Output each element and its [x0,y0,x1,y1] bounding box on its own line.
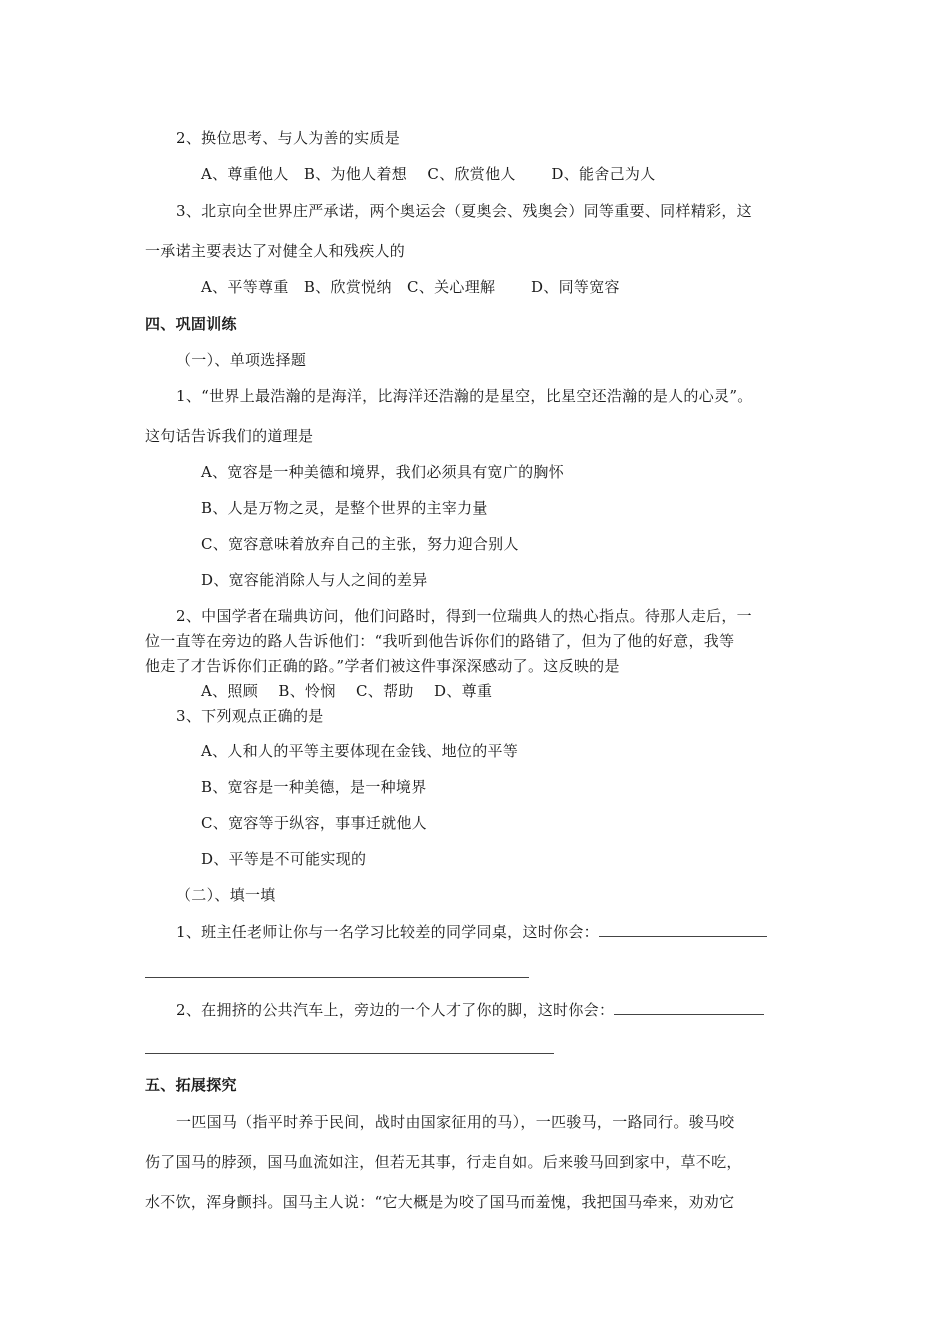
s4-q3-stem: 3、下列观点正确的是 [176,707,324,725]
s4-q1-option-c: C、宽容意味着放弃自己的主张，努力迎合别人 [201,535,519,553]
s4-q1-stem-line1: 1、“世界上最浩瀚的是海洋，比海洋还浩瀚的是星空，比星空还浩瀚的是人的心灵”。 [176,387,753,405]
s5-para-line3: 水不饮，浑身颤抖。国马主人说：“它大概是为咬了国马而羞愧，我把国马牵来，劝劝它 [145,1193,735,1211]
part2-title: （二）、填一填 [176,886,276,904]
prev-q3-options: A、平等尊重 B、欣赏悦纳 C、关心理解 D、同等宽容 [201,278,620,296]
section5-title: 五、拓展探究 [145,1076,237,1094]
fill-q2-text: 2、在拥挤的公共汽车上，旁边的一个人才了你的脚，这时你会： [176,1001,615,1019]
fill-q2 [176,1000,764,1020]
s4-q2-options: A、照顾 B、怜悯 C、帮助 D、尊重 [201,682,493,700]
s4-q1-option-b: B、人是万物之灵，是整个世界的主宰力量 [201,499,488,517]
section4-title: 四、巩固训练 [145,315,237,333]
prev-q3-stem-line2: 一承诺主要表达了对健全人和残疾人的 [145,242,406,260]
prev-q2-stem: 2、换位思考、与人为善的实质是 [176,129,401,147]
s4-q3-option-d: D、平等是不可能实现的 [201,850,367,868]
prev-q2-options: A、尊重他人 B、为他人着想 C、欣赏他人 D、能舍己为人 [201,165,656,183]
s4-q3-option-b: B、宽容是一种美德，是一种境界 [201,778,427,796]
s4-q3-option-c: C、宽容等于纵容，事事迁就他人 [201,814,427,832]
fill-q1 [176,922,767,942]
s4-q1-option-a: A、宽容是一种美德和境界，我们必须具有宽广的胸怀 [201,463,565,481]
fill-q1-answer-blank[interactable] [599,922,767,937]
s4-q2-stem-line1: 2、中国学者在瑞典访问，他们问路时，得到一位瑞典人的热心指点。待那人走后，一 [176,607,752,625]
part1-title: （一）、单项选择题 [176,351,307,369]
prev-q3-stem-line1: 3、北京向全世界庄严承诺，两个奥运会（夏奥会、残奥会）同等重要、同样精彩，这 [176,202,752,220]
fill-q1-text: 1、班主任老师让你与一名学习比较差的同学同桌，这时你会： [176,923,599,941]
s4-q1-stem-line2: 这句话告诉我们的道理是 [145,427,314,445]
s4-q3-option-a: A、人和人的平等主要体现在金钱、地位的平等 [201,742,519,760]
fill-q2-answer-blank[interactable] [614,1000,764,1015]
s5-para-line2: 伤了国马的脖颈，国马血流如注，但若无其事，行走自如。后来骏马回到家中，草不吃， [145,1153,742,1171]
fill-q1-answer-line[interactable] [145,977,529,978]
s4-q2-stem-line3: 他走了才告诉你们正确的路。”学者们被这件事深深感动了。这反映的是 [145,657,620,675]
fill-q2-answer-line[interactable] [145,1053,554,1054]
s4-q2-stem-line2: 位一直等在旁边的路人告诉他们：“我听到他告诉你们的路错了，但为了他的好意，我等 [145,632,735,650]
s5-para-line1: 一匹国马（指平时养于民间，战时由国家征用的马），一匹骏马，一路同行。骏马咬 [176,1113,735,1131]
s4-q1-option-d: D、宽容能消除人与人之间的差异 [201,571,428,589]
